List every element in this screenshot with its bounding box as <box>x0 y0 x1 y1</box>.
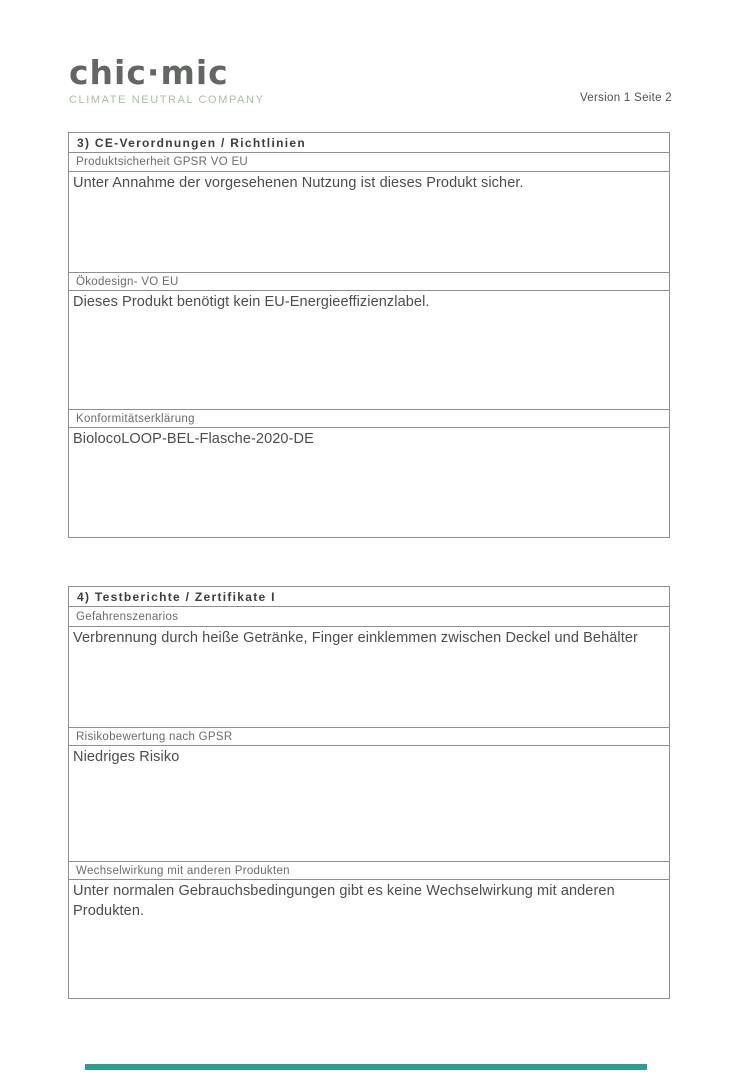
field-value: Unter Annahme der vorgesehenen Nutzung ist dieses Produkt sicher. <box>69 171 669 272</box>
field-label: Produktsicherheit GPSR VO EU <box>69 152 669 171</box>
field-value: Unter normalen Gebrauchsbedingungen gibt es keine Wechselwirkung mit anderen Produkten. <box>69 879 669 998</box>
field-label: Gefahrenszenarios <box>69 606 669 626</box>
brand-block <box>69 53 265 106</box>
field-value: Verbrennung durch heiße Getränke, Finger einklemmen zwischen Deckel und Behälter <box>69 626 669 727</box>
field-label: Ökodesign- VO EU <box>69 272 669 290</box>
section-testberichte <box>68 586 670 999</box>
company-logo: chic·mic <box>69 53 229 92</box>
section-ce-verordnungen <box>68 132 670 538</box>
section-title: 4) Testberichte / Zertifikate I <box>77 589 276 604</box>
footer-accent-bar <box>85 1064 647 1070</box>
company-tagline: CLIMATE NEUTRAL COMPANY <box>69 94 265 106</box>
field-label: Risikobewertung nach GPSR <box>69 727 669 745</box>
field-label: Wechselwirkung mit anderen Produkten <box>69 861 669 879</box>
field-label: Konformitätserklärung <box>69 409 669 427</box>
field-value: Dieses Produkt benötigt kein EU-Energieeffizienzlabel. <box>69 290 669 409</box>
section-title: 3) CE-Verordnungen / Richtlinien <box>77 135 306 150</box>
version-page-label: Version 1 Seite 2 <box>579 92 672 104</box>
field-value: BiolocoLOOP-BEL-Flasche-2020-DE <box>69 427 669 537</box>
field-value: Niedriges Risiko <box>69 745 669 861</box>
